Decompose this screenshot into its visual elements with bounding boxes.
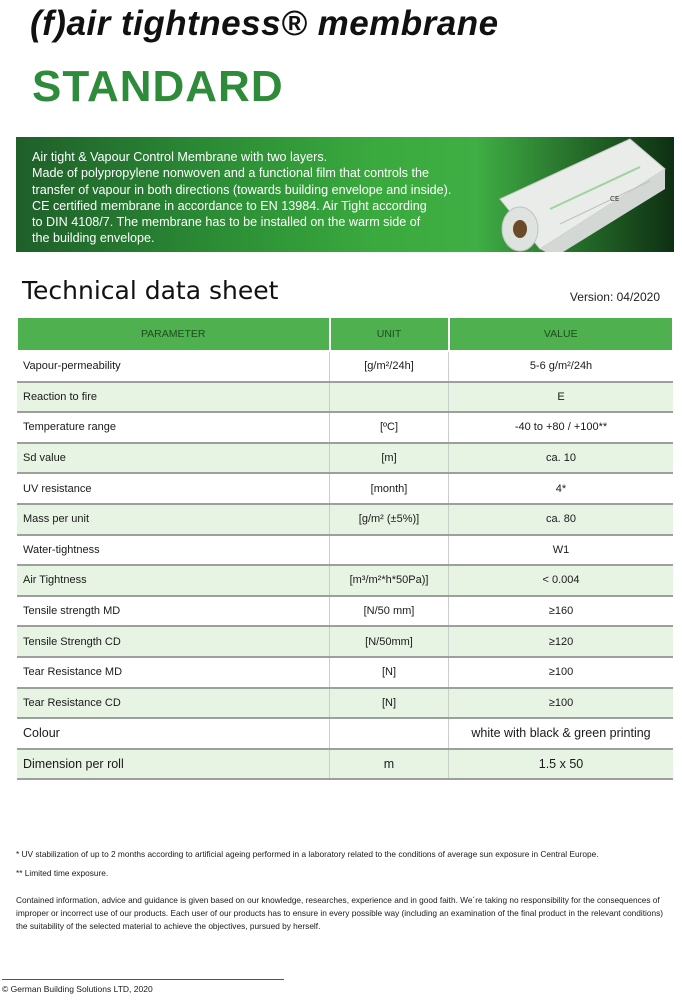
table-row: [17, 351, 673, 382]
table-row: [17, 504, 673, 535]
disclaimer: Contained information, advice and guidance is given based on our knowledge, researches, experience and in good faith. We´re taking no responsibility for the consequences of improper or incorrect use of our products. Each user of our products has to ensure in every possible way (including an examination of the final product in the relevant conditions) the suitability of the selected material to achieve the objectives, pursued by herself.: [16, 895, 664, 931]
row-parameter: Mass per unit: [17, 504, 330, 535]
row-parameter: Water-tightness: [17, 535, 330, 566]
row-value: ≥160: [449, 596, 674, 627]
technical-data-table: [16, 316, 674, 780]
banner-line: Made of polypropylene nonwoven and a functional film that controls the: [32, 166, 429, 181]
svg-text:CE: CE: [610, 195, 620, 203]
sheet-title: Technical data sheet: [22, 276, 279, 305]
column-header-unit: UNIT: [330, 317, 449, 351]
row-parameter: Tear Resistance MD: [17, 657, 330, 688]
row-value: E: [449, 382, 674, 413]
table-row: [17, 657, 673, 688]
row-unit: [N/50 mm]: [330, 596, 449, 627]
row-parameter: Tear Resistance CD: [17, 688, 330, 719]
column-header-value: VALUE: [449, 317, 674, 351]
row-parameter: Dimension per roll: [17, 749, 330, 780]
row-value: < 0.004: [449, 565, 674, 596]
row-parameter: Tensile strength MD: [17, 596, 330, 627]
table-row: [17, 565, 673, 596]
banner-line: the building envelope.: [32, 231, 155, 246]
row-value: ≥100: [449, 657, 674, 688]
table-row: [17, 382, 673, 413]
banner-line: CE certified membrane in accordance to EN 13984. Air Tight according: [32, 198, 427, 213]
table-row: [17, 688, 673, 719]
row-value: ≥100: [449, 688, 674, 719]
banner-description: [32, 149, 482, 247]
row-unit: [m]: [330, 443, 449, 474]
table-row: [17, 718, 673, 749]
table-header-row: [17, 317, 673, 351]
footnote-uv: * UV stabilization of up to 2 months according to artificial ageing performed in a laboratory related to the conditions of average sun exposure in Central Europe.: [16, 849, 599, 859]
row-value: 5-6 g/m²/24h: [449, 351, 674, 382]
banner-line: to DIN 4108/7. The membrane has to be installed on the warm side of: [32, 215, 421, 230]
row-unit: [N/50mm]: [330, 626, 449, 657]
row-unit: [N]: [330, 688, 449, 719]
row-value: white with black & green printing: [449, 718, 674, 749]
membrane-roll-image: [460, 137, 670, 252]
row-unit: m: [330, 749, 449, 780]
table-row: [17, 626, 673, 657]
row-parameter: Temperature range: [17, 412, 330, 443]
row-parameter: Colour: [17, 718, 330, 749]
row-parameter: Air Tightness: [17, 565, 330, 596]
footer-divider: [2, 979, 284, 980]
row-value: ≥120: [449, 626, 674, 657]
banner-line: transfer of vapour in both directions (towards building envelope and inside).: [32, 182, 452, 197]
row-unit: [month]: [330, 473, 449, 504]
version-label: Version: 04/2020: [569, 290, 660, 304]
row-value: 4*: [449, 473, 674, 504]
row-value: ca. 80: [449, 504, 674, 535]
product-title: (f)air tightness® membrane: [30, 4, 499, 43]
row-unit: [N]: [330, 657, 449, 688]
description-banner: [16, 137, 674, 252]
row-value: -40 to +80 / +100**: [449, 412, 674, 443]
copyright: © German Building Solutions LTD, 2020: [2, 984, 153, 994]
row-unit: [g/m²/24h]: [330, 351, 449, 382]
table-row: [17, 443, 673, 474]
row-unit: [ºC]: [330, 412, 449, 443]
row-parameter: Sd value: [17, 443, 330, 474]
table-row: [17, 596, 673, 627]
table-row: [17, 412, 673, 443]
row-parameter: Tensile Strength CD: [17, 626, 330, 657]
row-unit: [330, 535, 449, 566]
table-row: [17, 535, 673, 566]
table-row: [17, 749, 673, 780]
row-parameter: Reaction to fire: [17, 382, 330, 413]
row-unit: [g/m² (±5%)]: [330, 504, 449, 535]
row-value: W1: [449, 535, 674, 566]
row-value: ca. 10: [449, 443, 674, 474]
table-row: [17, 473, 673, 504]
footnote-limited: ** Limited time exposure.: [16, 868, 109, 878]
row-unit: [330, 718, 449, 749]
column-header-parameter: PARAMETER: [17, 317, 330, 351]
row-unit: [330, 382, 449, 413]
footnotes: [16, 848, 666, 939]
row-value: 1.5 x 50: [449, 749, 674, 780]
row-parameter: Vapour-permeability: [17, 351, 330, 382]
row-parameter: UV resistance: [17, 473, 330, 504]
row-unit: [m³/m²*h*50Pa)]: [330, 565, 449, 596]
variant-title: STANDARD: [32, 62, 284, 111]
banner-line: Air tight & Vapour Control Membrane with two layers.: [32, 150, 328, 164]
